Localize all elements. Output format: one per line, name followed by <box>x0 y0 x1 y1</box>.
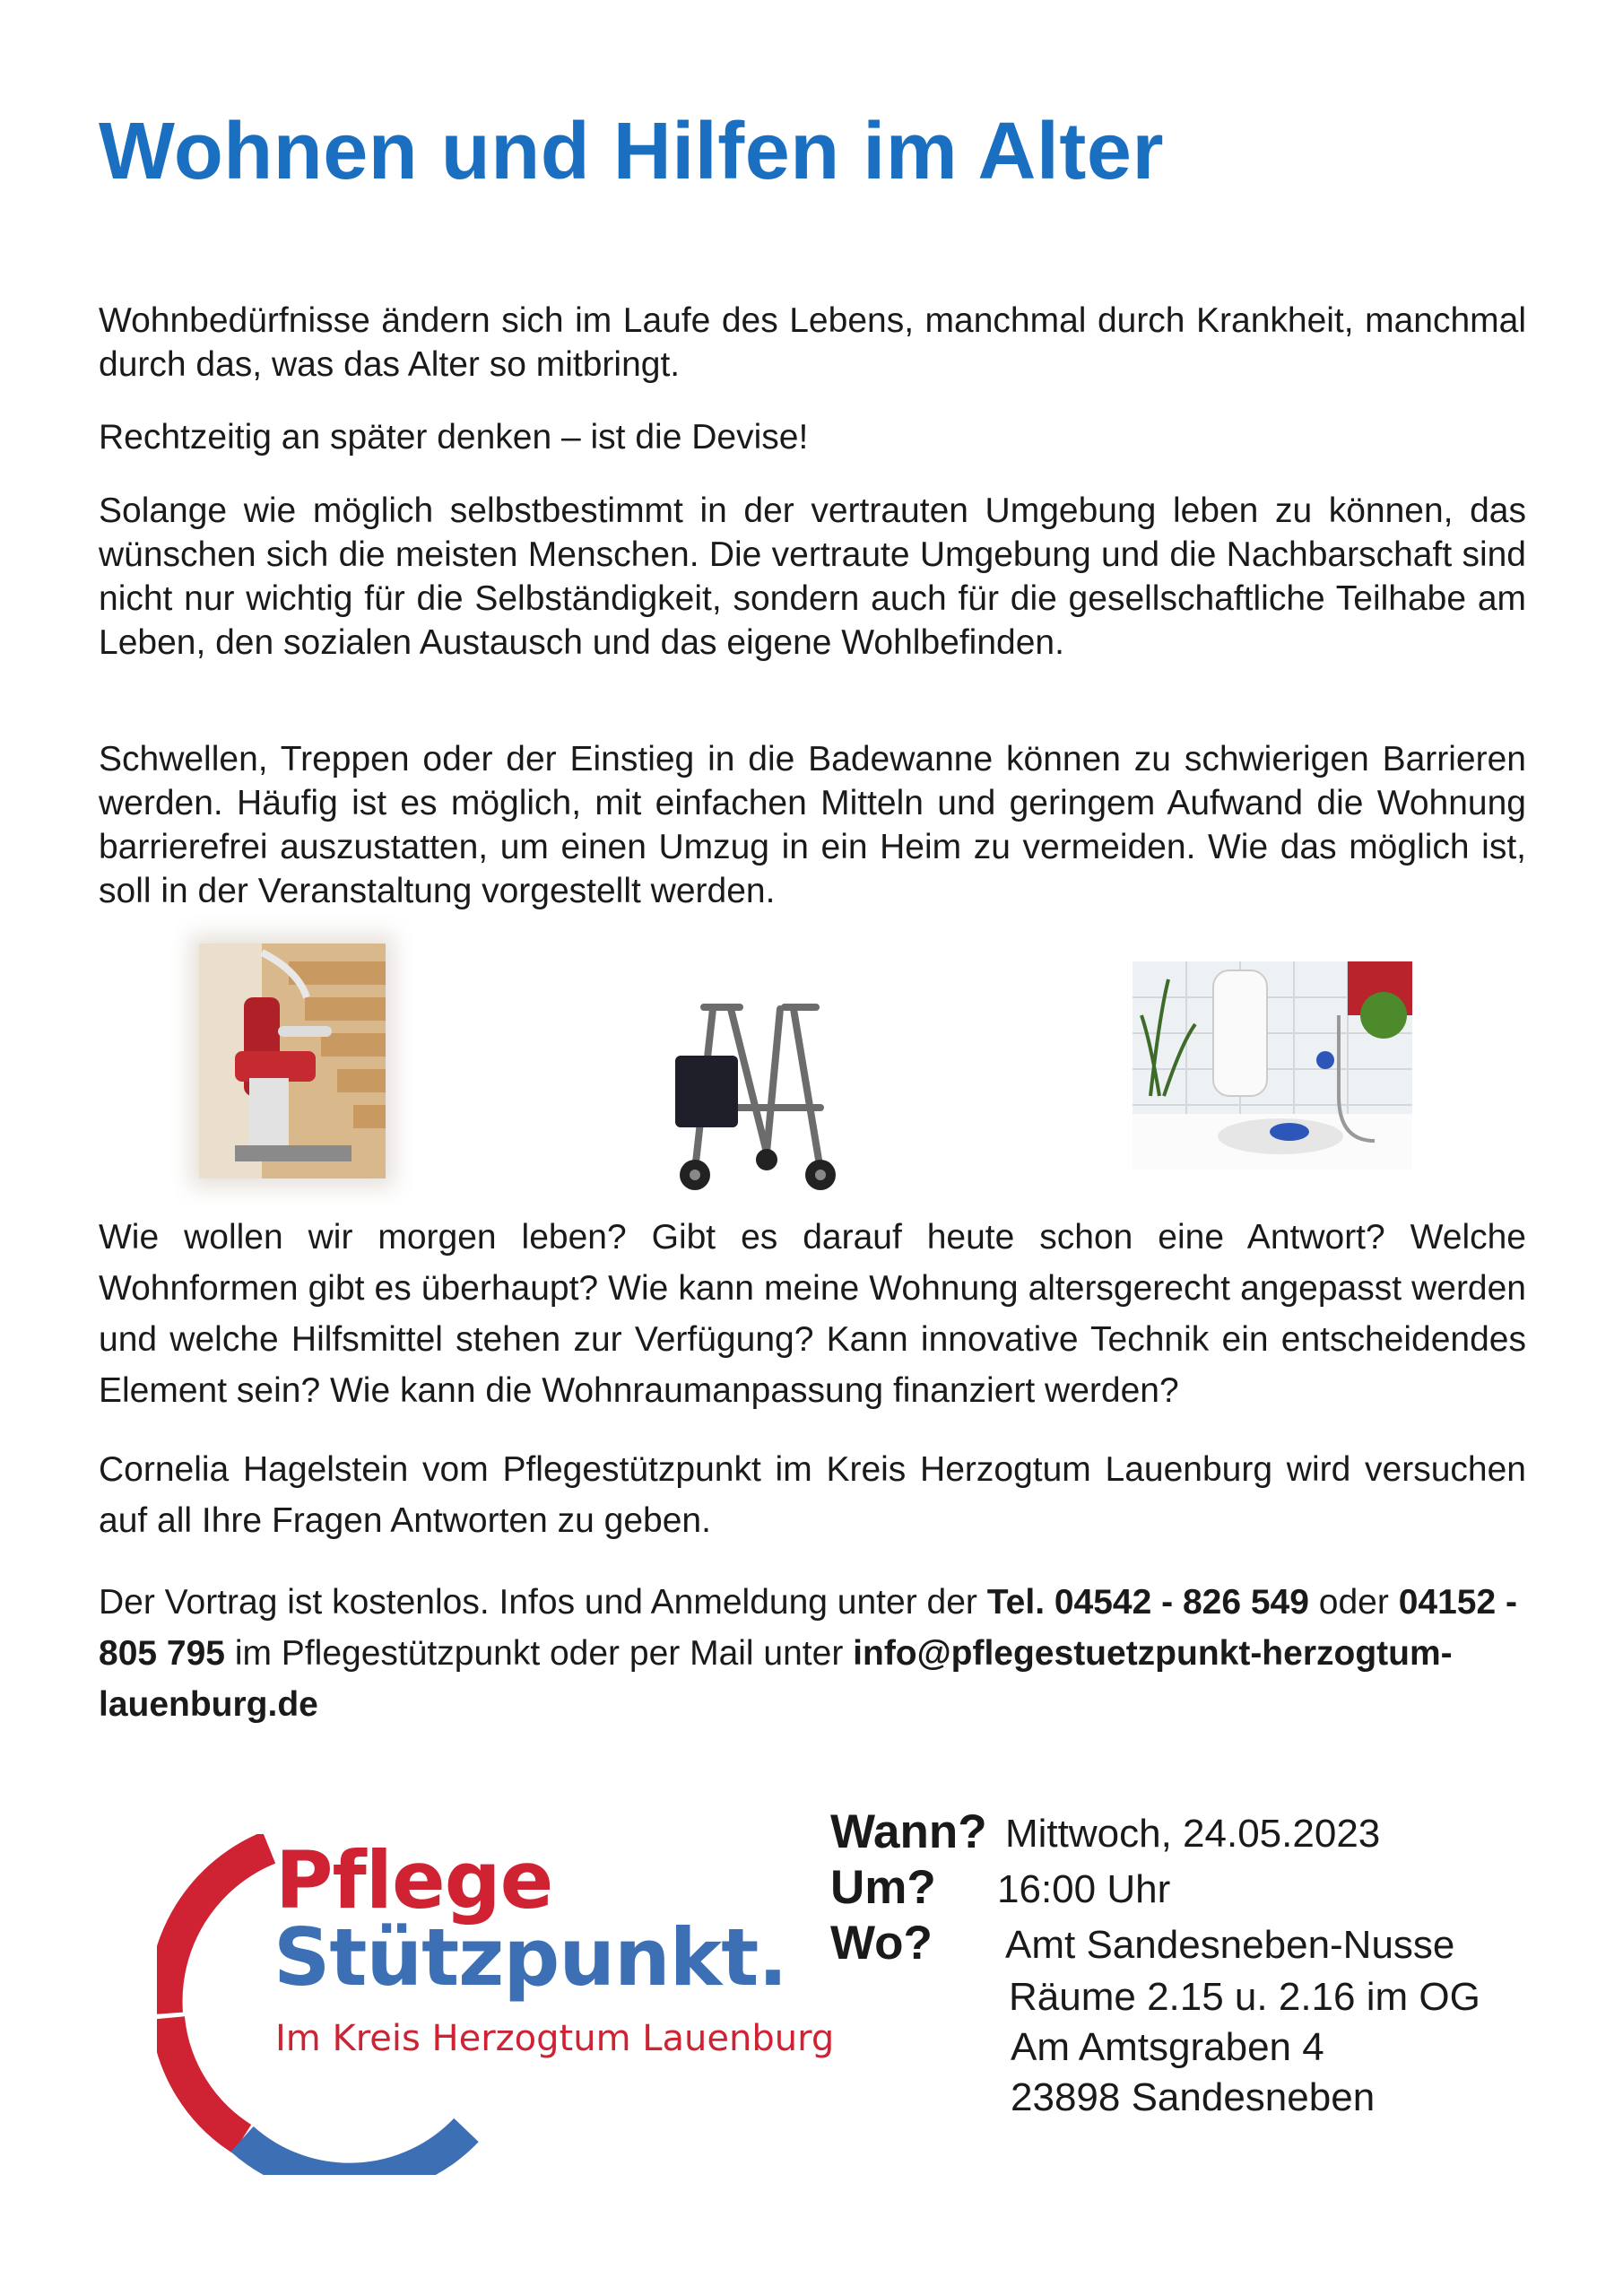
when-label: Wann? <box>830 1805 987 1858</box>
pflegestuetzpunkt-logo <box>157 1834 835 2175</box>
paragraph-devise: Rechtzeitig an später denken – ist die Devise! <box>99 418 809 457</box>
stairlift-photo <box>199 944 386 1178</box>
where-label: Wo? <box>830 1917 933 1970</box>
rollator-photo <box>659 991 847 1197</box>
contact-mail-intro: im Pflegestützpunkt oder per Mail unter <box>224 1634 854 1673</box>
logo-line-stuetzpunkt: Stützpunkt. <box>273 1911 787 2004</box>
paragraph-umgebung: Solange wie möglich selbstbestimmt in der vertrauten Umgebung leben zu können, das wünschen sich die meisten Menschen. Die vertraute Umgebung und die Nachbarschaft sind nicht nur wichtig für die Selbständigkeit, sondern auch für die gesellschaftliche Teilhabe am Leben, den sozialen Austausch und das eigene Wohlbefinden. <box>99 491 1526 662</box>
logo-line-pflege: Pflege <box>275 1834 553 1926</box>
where-line-2: Räume 2.15 u. 2.16 im OG <box>1009 1975 1480 2019</box>
logo-subtitle: Im Kreis Herzogtum Lauenburg <box>275 2018 835 2059</box>
page-title: Wohnen und Hilfen im Alter <box>99 107 1164 196</box>
contact-intro: Der Vortrag ist kostenlos. Infos und Anmeldung unter der <box>99 1583 987 1622</box>
where-line-1: Amt Sandesneben-Nusse <box>1005 1923 1455 1967</box>
where-line-3: Am Amtsgraben 4 <box>1011 2025 1324 2069</box>
paragraph-referentin: Cornelia Hagelstein vom Pflegestützpunkt im Kreis Herzogtum Lauenburg wird versuchen auf all Ihre Fragen Antworten zu geben. <box>99 1450 1526 1540</box>
contact-email: info@pflegestuetzpunkt-herzogtum-lauenburg.de <box>99 1634 1453 1724</box>
contact-phone-1: Tel. 04542 - 826 549 <box>986 1583 1309 1622</box>
contact-phone-2: 04152 - 805 795 <box>99 1583 1517 1673</box>
paragraph-kontakt <box>99 1577 1526 1730</box>
paragraph-barrieren: Schwellen, Treppen oder der Einstieg in die Badewanne können zu schwierigen Barrieren werden. Häufig ist es möglich, mit einfachen Mitteln und geringem Aufwand die Wohnung barrierefrei auszustatten, um einen Umzug in ein Heim zu vermeiden. Wie das möglich ist, soll in der Veranstaltung vorgestellt werden. <box>99 740 1526 910</box>
paragraph-fragen: Wie wollen wir morgen leben? Gibt es darauf heute schon eine Antwort? Welche Wohnformen gibt es überhaupt? Wie kann meine Wohnung altersgerecht angepasst werden und welche Hilfsmittel stehen zur Verfügung? Kann innovative Technik ein entscheidendes Element sein? Wie kann die Wohnraumanpassung finanziert werden? <box>99 1218 1526 1410</box>
where-line-4: 23898 Sandesneben <box>1011 2075 1376 2119</box>
when-value: Mittwoch, 24.05.2023 <box>1005 1812 1381 1856</box>
time-label: Um? <box>830 1861 936 1914</box>
time-value: 16:00 Uhr <box>997 1867 1171 1911</box>
paragraph-intro: Wohnbedürfnisse ändern sich im Laufe des Lebens, manchmal durch Krankheit, manchmal durch das, was das Alter so mitbringt. <box>99 301 1526 384</box>
bath-lift-photo <box>1133 961 1412 1170</box>
contact-or: oder <box>1308 1583 1399 1622</box>
